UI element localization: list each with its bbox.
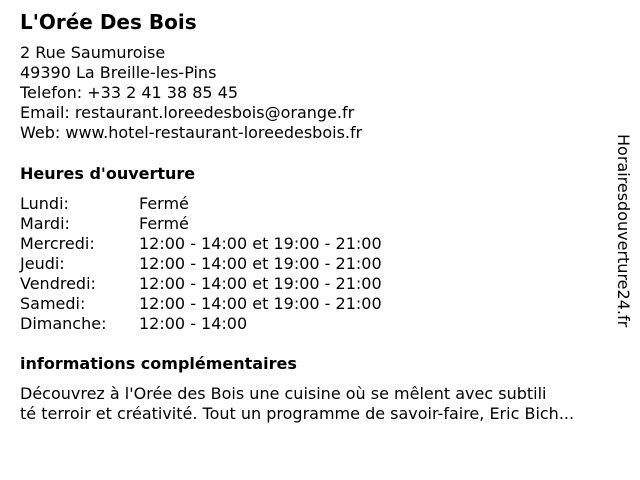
address-street: 2 Rue Saumuroise bbox=[20, 43, 166, 62]
day-label: Dimanche: bbox=[20, 314, 107, 333]
site-watermark: Horairesdouverture24.fr bbox=[614, 134, 633, 328]
day-hours: Fermé bbox=[139, 194, 189, 213]
description-line: té terroir et créativité. Tout un programme de savoir-faire, Eric Bich... bbox=[20, 404, 575, 423]
email-line: Email: restaurant.loreedesbois@orange.fr bbox=[20, 103, 355, 122]
day-hours: Fermé bbox=[139, 214, 189, 233]
day-label: Mercredi: bbox=[20, 234, 95, 253]
address-city: 49390 La Breille-les-Pins bbox=[20, 63, 217, 82]
day-hours: 12:00 - 14:00 et 19:00 - 21:00 bbox=[139, 294, 382, 313]
day-label: Vendredi: bbox=[20, 274, 96, 293]
day-label: Jeudi: bbox=[20, 254, 65, 273]
day-hours: 12:00 - 14:00 et 19:00 - 21:00 bbox=[139, 234, 382, 253]
description-line: Découvrez à l'Orée des Bois une cuisine où se mêlent avec subtili bbox=[20, 384, 547, 403]
web-line: Web: www.hotel-restaurant-loreedesbois.fr bbox=[20, 123, 363, 142]
description-text bbox=[20, 384, 630, 424]
day-hours: 12:00 - 14:00 et 19:00 - 21:00 bbox=[139, 254, 382, 273]
day-label: Mardi: bbox=[20, 214, 70, 233]
day-label: Samedi: bbox=[20, 294, 86, 313]
business-name: L'Orée Des Bois bbox=[20, 10, 197, 34]
hours-heading: Heures d'ouverture bbox=[20, 164, 196, 183]
day-hours: 12:00 - 14:00 et 19:00 - 21:00 bbox=[139, 274, 382, 293]
phone-line: Telefon: +33 2 41 38 85 45 bbox=[20, 83, 239, 102]
contact-block bbox=[20, 43, 362, 143]
info-heading: informations complémentaires bbox=[20, 354, 297, 373]
day-hours: 12:00 - 14:00 bbox=[139, 314, 248, 333]
day-label: Lundi: bbox=[20, 194, 69, 213]
